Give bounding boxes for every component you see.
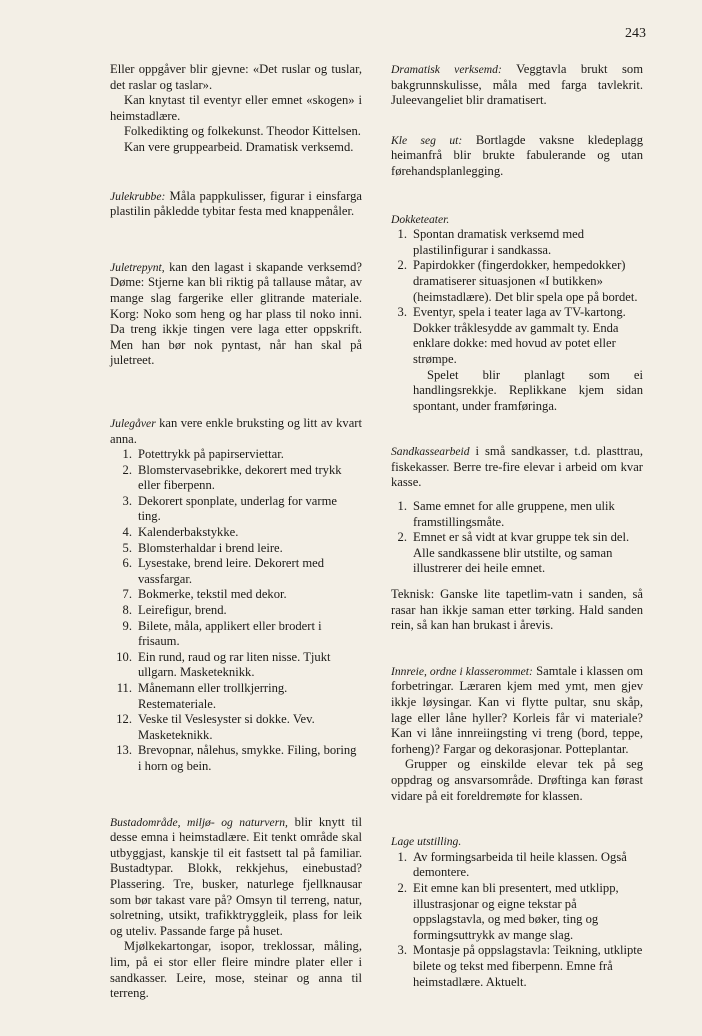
julegaver-section — [110, 416, 362, 775]
list-item: 8. Leirefigur, brend. — [122, 603, 227, 618]
dokketeater-section — [391, 212, 643, 415]
teknisk-paragraph: Teknisk: Ganske lite tapetlim-vatn i sanden, så rasar han ikkje saman etter tørking. Hald sanden rein, så kan han brukast i årevis. — [391, 587, 643, 633]
section-label: Bustadområde, miljø- og naturvern, — [110, 815, 288, 829]
lage-utstilling-section — [391, 834, 643, 990]
list-item: 3. Eventyr, spela i teater laga av TV-kartong. Dokker tråklesydde av gammalt ty. Enda enklare dokke: med hovud av potet eller strømpe. — [397, 305, 626, 366]
list-item: 10. Ein rund, raud og rar liten nisse. Tjukt ullgarn. Masketeknikk. — [116, 649, 331, 680]
sandkasse-paragraph — [391, 444, 643, 491]
julegaver-list — [116, 447, 362, 774]
dramatisk-paragraph — [391, 62, 643, 109]
list-item: 13. Brevopnar, nålehus, smykke. Filing, boring i horn og bein. — [116, 743, 357, 773]
bustad-paragraph: Mjølkekartongar, isopor, treklossar, måling, lim, på ei stor eller fleire mindre plater eller i sandkasser. Leire, mose, steinar og anna til terreng. — [110, 939, 362, 1001]
kle-seg-ut-paragraph — [391, 133, 643, 180]
left-column — [110, 62, 362, 1002]
juletrepynt-section — [110, 260, 362, 369]
innreie-paragraph: Grupper og einskilde elevar tek på seg oppdrag og ansvarsområde. Drøftinga kan førast vidare på eit foreldremøte for klassen. — [391, 757, 643, 803]
list-item: 2. Papirdokker (fingerdokker, hempedokker) dramatiserer situasjonen «I butikken» (heimstadlære). Det blir spela ope på bordet. — [397, 258, 638, 304]
dokketeater-heading: Dokketeater. — [391, 212, 450, 226]
list-item: 4. Kalenderbakstykke. — [122, 525, 239, 540]
julekrubbe-paragraph — [110, 189, 362, 220]
page-number: 243 — [625, 26, 646, 41]
section-text: blir knytt til desse emna i heimstadlære. Eit tenkt område skal utbyggjast, kanskje til eit fastsett tal på familiar. Bustadtypar. Blokk, rekkjehus, einebustad? Plassering. Tre, busker, naturlege fjellknausar som bør takast vare på? Omsyn til terreng, natur, solretning, utsikt, trafikktryggleik, plass for leik og uteliv. Passande farge på huset. — [110, 814, 362, 938]
section-text: i små sandkasser, t.d. plasttrau, fiskekasser. Berre tre-fire elevar i arbeid om kvar kasse. — [391, 444, 643, 490]
section-label: Dramatisk verksemd: — [391, 63, 502, 76]
intro-paragraph: Kan knytast til eventyr eller emnet «skogen» i heimstadlære. — [110, 93, 362, 123]
bustad-section — [110, 815, 362, 1002]
dramatisk-section — [391, 62, 643, 109]
dokketeater-list — [391, 227, 643, 367]
dokketeater-after: Spelet blir planlagt som ei handlingsrekkje. Replikkane kjem sidan spontant, under framføringa. — [413, 367, 643, 413]
section-label: Julekrubbe: — [110, 189, 166, 203]
list-item: 2. Blomstervasebrikke, dekorert med trykk eller fiberpenn. — [122, 462, 342, 493]
intro-section — [110, 62, 362, 156]
sandkasse-section — [391, 444, 643, 634]
list-item: 11. Månemann eller trollkjerring. Restemateriale. — [116, 681, 288, 711]
lage-utstilling-heading: Lage utstilling. — [391, 835, 462, 849]
section-label: Juletrepynt, — [110, 260, 165, 274]
intro-paragraph: Eller oppgåver blir gjevne: «Det ruslar og tuslar, det raslar og taslar». — [110, 62, 362, 92]
intro-paragraph: Kan vere gruppearbeid. Dramatisk verksemd. — [124, 139, 354, 154]
list-item: 1. Av formingsarbeida til heile klassen. Også demontere. — [397, 849, 627, 880]
list-item: 12. Veske til Veslesyster si dokke. Vev. Masketeknikk. — [116, 712, 315, 742]
list-item: 1. Same emnet for alle gruppene, men ulik framstillingsmåte. — [397, 499, 615, 529]
list-item: 2. Emnet er så vidt at kvar gruppe tek sin del. Alle sandkassene blir utstilte, og saman illustrerer dei heile emnet. — [397, 530, 630, 576]
section-text: Veggtavla brukt som bakgrunnskulisse, måla med farga tavlekrit. Juleevangeliet blir dramatisert. — [391, 62, 643, 108]
section-label: Kle seg ut: — [391, 133, 463, 147]
bustad-paragraph — [110, 815, 362, 940]
right-column — [391, 62, 643, 990]
sandkasse-list — [391, 499, 643, 577]
innreie-paragraph — [391, 664, 643, 758]
list-item: 3. Dekorert sponplate, underlag for varme ting. — [122, 493, 337, 524]
intro-paragraph: Folkedikting og folkekunst. Theodor Kittelsen. — [124, 124, 361, 139]
innreie-section — [391, 664, 643, 804]
list-item: 1. Potettrykk på papirserviettar. — [122, 447, 284, 462]
list-item: 2. Eit emne kan bli presentert, med utklipp, illustrasjonar og eigne tekstar på oppslagstavla, og med bøker, ting og formingsuttrykk av mange slag. — [397, 880, 619, 942]
list-item: 3. Montasje på oppslagstavla: Teikning, utklipte bilete og tekst med fiberpenn. Emne frå heimstadlære. Aktuelt. — [397, 943, 643, 989]
section-text: Måla pappkulisser, figurar i einsfarga plastilin påkledde tybitar festa med knappenåler. — [110, 188, 362, 219]
list-item: 9. Bilete, måla, applikert eller brodert i frisaum. — [122, 618, 322, 649]
section-label: Sandkassearbeid — [391, 445, 470, 459]
section-label: Innreie, ordne i klasserommet: — [391, 664, 533, 678]
juletrepynt-paragraph — [110, 260, 362, 369]
section-text: kan vere enkle bruksting og litt av kvart anna. — [110, 415, 362, 446]
list-item: 5. Blomsterhaldar i brend leire. — [122, 540, 283, 555]
lage-utstilling-list — [391, 850, 643, 990]
julegaver-paragraph — [110, 416, 362, 447]
section-text: kan den lagast i skapande verksemd? Døme: Stjerne kan bli riktig på tallause måtar, av mange slag fargerike eller glitrande materiale. Korg: Noko som heng og har plass til noko inni. Da treng ikkje tingen vere laga etter oppskrift. Men han bør nok pyntast, når han skal på juletreet. — [110, 259, 362, 368]
section-label: Julegåver — [110, 416, 156, 430]
kle-seg-ut-section — [391, 133, 643, 180]
list-item: 1. Spontan dramatisk verksemd med plastilinfigurar i sandkassa. — [397, 227, 585, 257]
list-item: 7. Bokmerke, tekstil med dekor. — [122, 587, 287, 602]
julekrubbe-section — [110, 189, 362, 220]
list-item: 6. Lysestake, brend leire. Dekorert med vassfargar. — [122, 556, 325, 586]
section-text: Bortlagde vaksne kledeplagg heimanfrå blir brukte fabulerande og utan førehandsplanlegging. — [391, 132, 643, 178]
section-text: Samtale i klassen om forbetringar. Læraren kjem med ymt, men gjev ikkje løysingar. Kan vi flytte pultar, snu skåp, lage eller låne hyller? Korleis får vi materiale? Kan vi låne innreiingsting vi treng (bord, teppe, forheng)? Fargar og dekorasjonar. Potteplantar. — [391, 663, 644, 756]
